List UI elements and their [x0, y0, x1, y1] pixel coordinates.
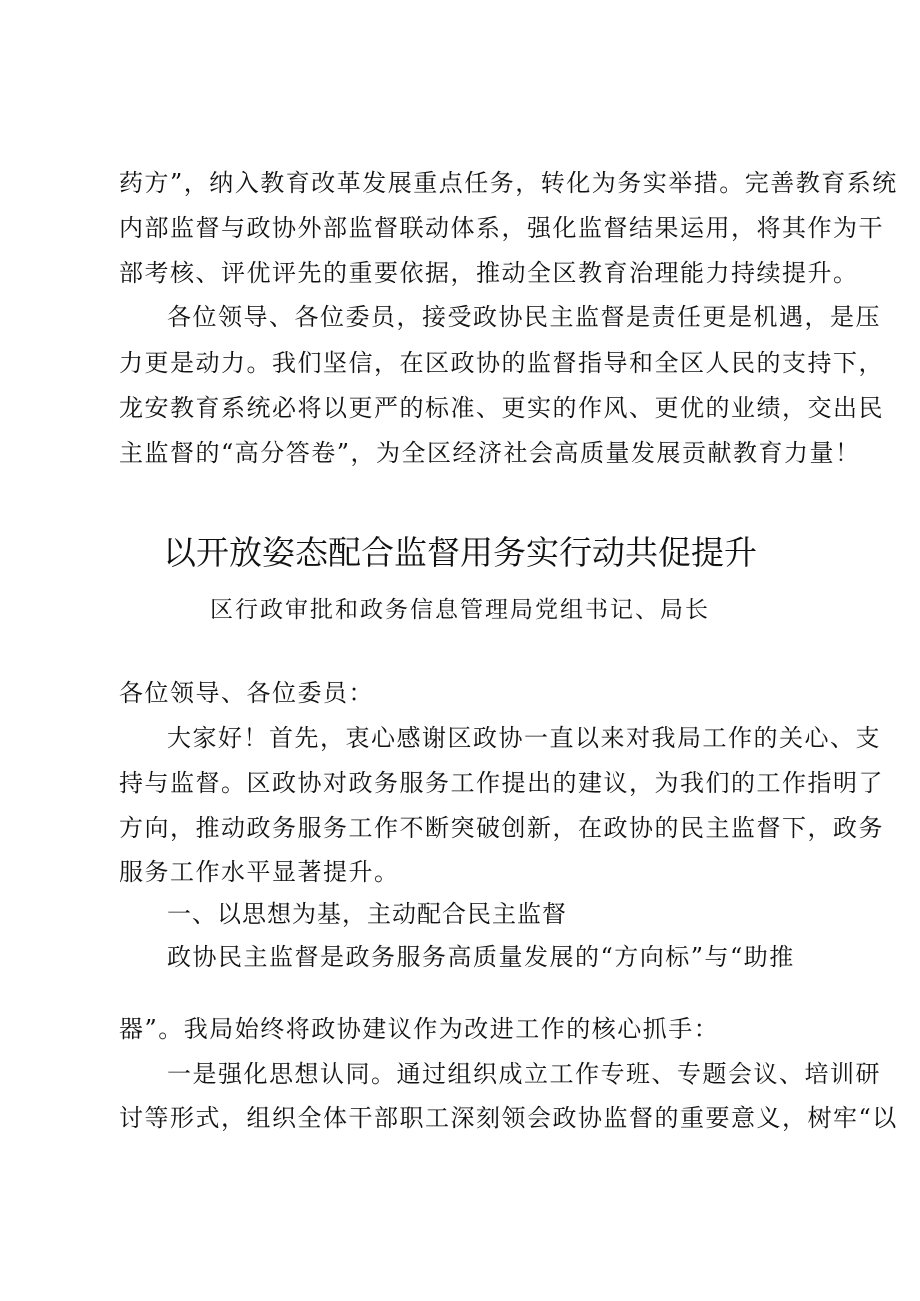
paragraph-line: 大家好！首先，衷心感谢区政协一直以来对我局工作的关心、支 — [167, 724, 881, 752]
section-heading: 一、以思想为基，主动配合民主监督 — [167, 900, 567, 928]
article-subtitle: 区行政审批和政务信息管理局党组书记、局长 — [210, 597, 710, 623]
paragraph-line: 讨等形式，组织全体干部职工深刻领会政协监督的重要意义，树牢“以 — [119, 1104, 898, 1132]
paragraph-line: 龙安教育系统必将以更严的标准、更实的作风、更优的业绩，交出民 — [119, 394, 884, 422]
paragraph-line: 部考核、评优评先的重要依据，推动全区教育治理能力持续提升。 — [119, 259, 859, 287]
paragraph-line: 服务工作水平显著提升。 — [119, 858, 400, 886]
paragraph-line: 力更是动力。我们坚信，在区政协的监督指导和全区人民的支持下， — [119, 349, 884, 377]
article-title: 以开放姿态配合监督用务实行动共促提升 — [163, 533, 757, 572]
paragraph-line: 内部监督与政协外部监督联动体系，强化监督结果运用，将其作为干 — [119, 214, 884, 242]
paragraph-line: 方向，推动政务服务工作不断突破创新，在政协的民主监督下，政务 — [119, 814, 884, 842]
salutation: 各位领导、各位委员： — [119, 679, 374, 707]
paragraph-line: 一是强化思想认同。通过组织成立工作专班、专题会议、培训研 — [167, 1060, 881, 1088]
paragraph-line: 持与监督。区政协对政务服务工作提出的建议，为我们的工作指明了 — [119, 769, 884, 797]
paragraph-line: 主监督的“高分答卷”，为全区经济社会高质量发展贡献教育力量！ — [119, 439, 861, 467]
paragraph-line: 药方”，纳入教育改革发展重点任务，转化为务实举措。完善教育系统 — [119, 169, 898, 197]
paragraph-line: 政协民主监督是政务服务高质量发展的“方向标”与“助推 — [167, 943, 795, 971]
paragraph-line: 各位领导、各位委员，接受政协民主监督是责任更是机遇，是压 — [167, 303, 881, 331]
paragraph-line: 器”。我局始终将政协建议作为改进工作的核心抓手： — [119, 1015, 720, 1043]
